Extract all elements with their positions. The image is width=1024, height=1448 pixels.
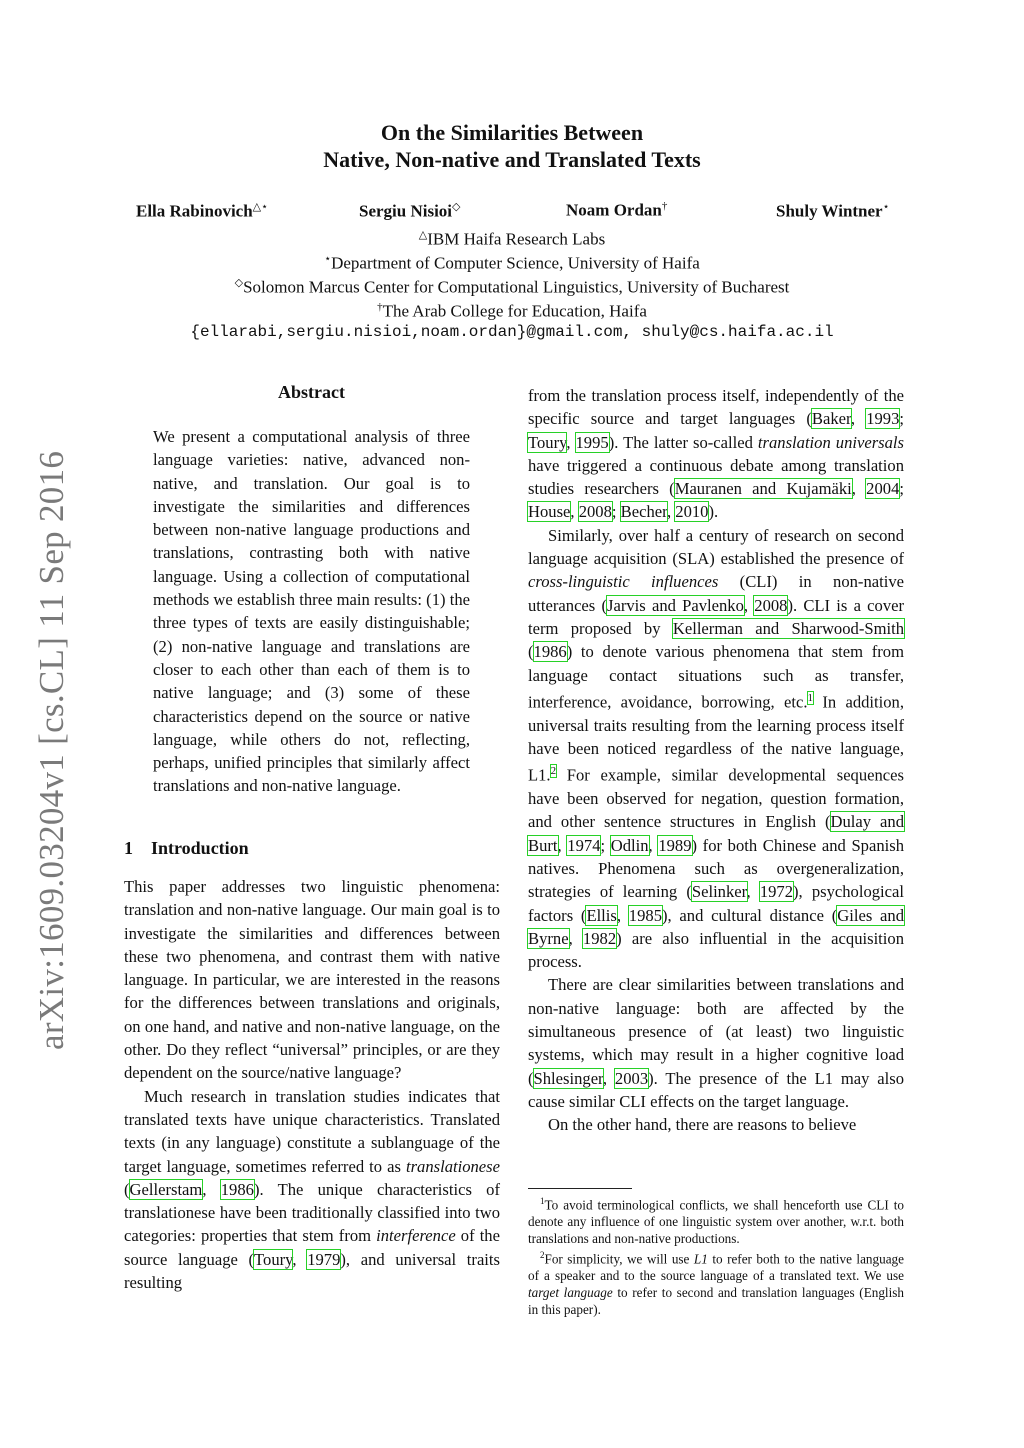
citation-link[interactable]: Becher: [620, 502, 667, 522]
citation-link[interactable]: 1986: [220, 1179, 254, 1199]
abstract-text: We present a computational analysis of three language varieties: native, advanced non-native, and translation. Our goal is to investigate the similarities and differences between non-native language productions and translations, contrasting both with native language. Using a collection of computational methods we establish three main results: (1) the three types of texts are easily distinguishable; (2) non-native language and translations are closer to each other than each of them is to native language; and (3) some of these characteristics depend on the source or native language, while others do not, reflecting, perhaps, unified principles that similarly affect translations and non-native language.: [153, 427, 470, 796]
intro-paragraph-1: This paper addresses two linguistic phenomena: translation and non-native language. Our main goal is to investigate the similarities and differences between these two phenomena, and contrast them with native language. In particular, we are interested in the reasons for the differences between translations and originals, on one hand, and native and non-native language, on the other. Do they reflect “universal” principles, or are they dependent on the source/native language?: [124, 877, 500, 1083]
right-paragraph-3: There are clear similarities between translations and non-native language: both are affected by the simultaneous presence of (at least) two linguistic systems, which may result in a higher cognitive load (Shlesinger, 2003). The presence of the L1 may also cause similar CLI effects on the target language.: [528, 975, 905, 1111]
citation-link[interactable]: Ellis: [586, 905, 617, 925]
citation-link[interactable]: 1972: [759, 882, 793, 902]
citation-link[interactable]: 1989: [658, 835, 692, 855]
author-4: Shuly Wintner⋆: [776, 201, 890, 221]
citation-link[interactable]: 1974: [567, 835, 601, 855]
abstract-heading: Abstract: [278, 382, 345, 402]
author-2: Sergiu Nisioi◇: [359, 201, 461, 221]
footnote-2: $^2$For simplicity, we will use L1 to refer both to the native language of a speaker and to the source language of a translated text. We use target language to refer to second and translation languages (English in this paper).: [528, 1250, 904, 1318]
citation-link[interactable]: Gellerstam: [129, 1179, 203, 1199]
citation-link[interactable]: Odlin: [610, 835, 649, 855]
citation-link[interactable]: 1979: [307, 1249, 341, 1269]
citation-link[interactable]: 1982: [582, 928, 617, 948]
citation-link[interactable]: Shlesinger: [533, 1068, 603, 1088]
citation-link[interactable]: 2008: [578, 502, 612, 522]
introduction-body: [124, 875, 500, 1294]
citation-link[interactable]: 1993: [866, 409, 900, 429]
arxiv-identifier: arXiv:1609.03204v1 [cs.CL] 11 Sep 2016: [32, 450, 71, 1050]
citation-link[interactable]: Mauranen and Kujamäki: [674, 479, 852, 499]
right-paragraph-1: from the translation process itself, independently of the specific source and target languages (Baker, 1993; Toury, 1995). The latter so-called translation universals have triggered a continuous debate among translation studies researchers (Mauranen and Kujamäki, 2004; House, 2008; Becher, 2010).: [528, 386, 904, 522]
citation-link[interactable]: 2010: [675, 502, 709, 522]
author-1: Ella Rabinovich△⋆: [136, 201, 269, 221]
citation-link[interactable]: Toury: [528, 432, 567, 452]
footnote-1: $^1$To avoid terminological conflicts, we shall henceforth use CLI to denote any influence of one linguistic system over another, w.r.t. both translations and non-native productions.: [528, 1196, 904, 1247]
affiliation-arab-college: †The Arab College for Education, Haifa: [377, 301, 647, 321]
affiliation-haifa: ⋆Department of Computer Science, University of Haifa: [324, 253, 700, 273]
citation-link[interactable]: 1995: [575, 432, 609, 452]
citation-link[interactable]: 2004: [866, 479, 900, 499]
section-heading-introduction: 1 Introduction: [124, 838, 249, 858]
right-paragraph-2: Similarly, over half a century of research on second language acquisition (SLA) established the presence of cross-linguistic influences (CLI) in non-native utterances (Jarvis and Pavlenko, 2008). CLI is a cover term proposed by Kellerman and Sharwood-Smith (1986) to denote various phenomena that stem from language contact situations such as transfer, interference, avoidance, borrowing, etc.$^1$ In addition, universal traits resulting from the learning process itself have been noticed regardless of the native language, L1.$^2$ For example, similar developmental sequences have been observed for negation, question formation, and other sentence structures in English (Dulay and Burt, 1974; Odlin, 1989) for both Chinese and Spanish natives. Phenomena such as overgeneralization, strategies of learning (Selinker, 1972), psychological factors (Ellis, 1985), and cultural distance (Giles and Byrne, 1982) are also influential in the acquisition process.: [528, 525, 905, 972]
citation-link[interactable]: Giles and Byrne: [528, 905, 904, 948]
citation-link[interactable]: Selinker: [691, 882, 747, 902]
citation-link[interactable]: 2003: [614, 1068, 649, 1088]
citation-link[interactable]: Dulay and Burt: [528, 812, 904, 855]
footnote-ref-2[interactable]: 2: [550, 765, 557, 778]
citation-link[interactable]: Baker: [811, 409, 851, 429]
affiliation-bucharest: ◇Solomon Marcus Center for Computational Linguistics, University of Bucharest: [234, 277, 790, 297]
affiliation-ibm: △IBM Haifa Research Labs: [418, 229, 606, 249]
citation-link[interactable]: Toury: [254, 1249, 293, 1269]
citation-link[interactable]: 1985: [628, 905, 662, 925]
right-column-body: [528, 384, 904, 1137]
footnote-ref-1[interactable]: 1: [807, 691, 813, 704]
author-3: Noam Ordan†: [566, 200, 668, 220]
citation-link[interactable]: Jarvis and Pavlenko: [607, 595, 744, 615]
citation-link[interactable]: 1986: [533, 642, 567, 662]
footnote-rule: [528, 1188, 632, 1189]
paper-title-line-2: Native, Non-native and Translated Texts: [323, 147, 701, 172]
citation-link[interactable]: Kellerman and Sharwood-Smith: [672, 618, 904, 638]
author-emails: {ellarabi,sergiu.nisioi,noam.ordan}@gmail.com, shuly@cs.haifa.ac.il: [190, 323, 834, 341]
citation-link[interactable]: House: [528, 502, 571, 522]
paper-title-line-1: On the Similarities Between: [380, 120, 644, 145]
intro-paragraph-2: Much research in translation studies indicates that translated texts have unique characteristics. Translated texts (in any language) constitute a sublanguage of the target language, sometimes referred to as translationese (Gellerstam, 1986). The unique characteristics of translationese have been traditionally classified into two categories: properties that stem from interference of the source language (Toury, 1979), and universal traits resulting: [124, 1086, 500, 1293]
right-paragraph-4: On the other hand, there are reasons to believe: [548, 1115, 857, 1135]
citation-link[interactable]: 2008: [754, 595, 788, 615]
